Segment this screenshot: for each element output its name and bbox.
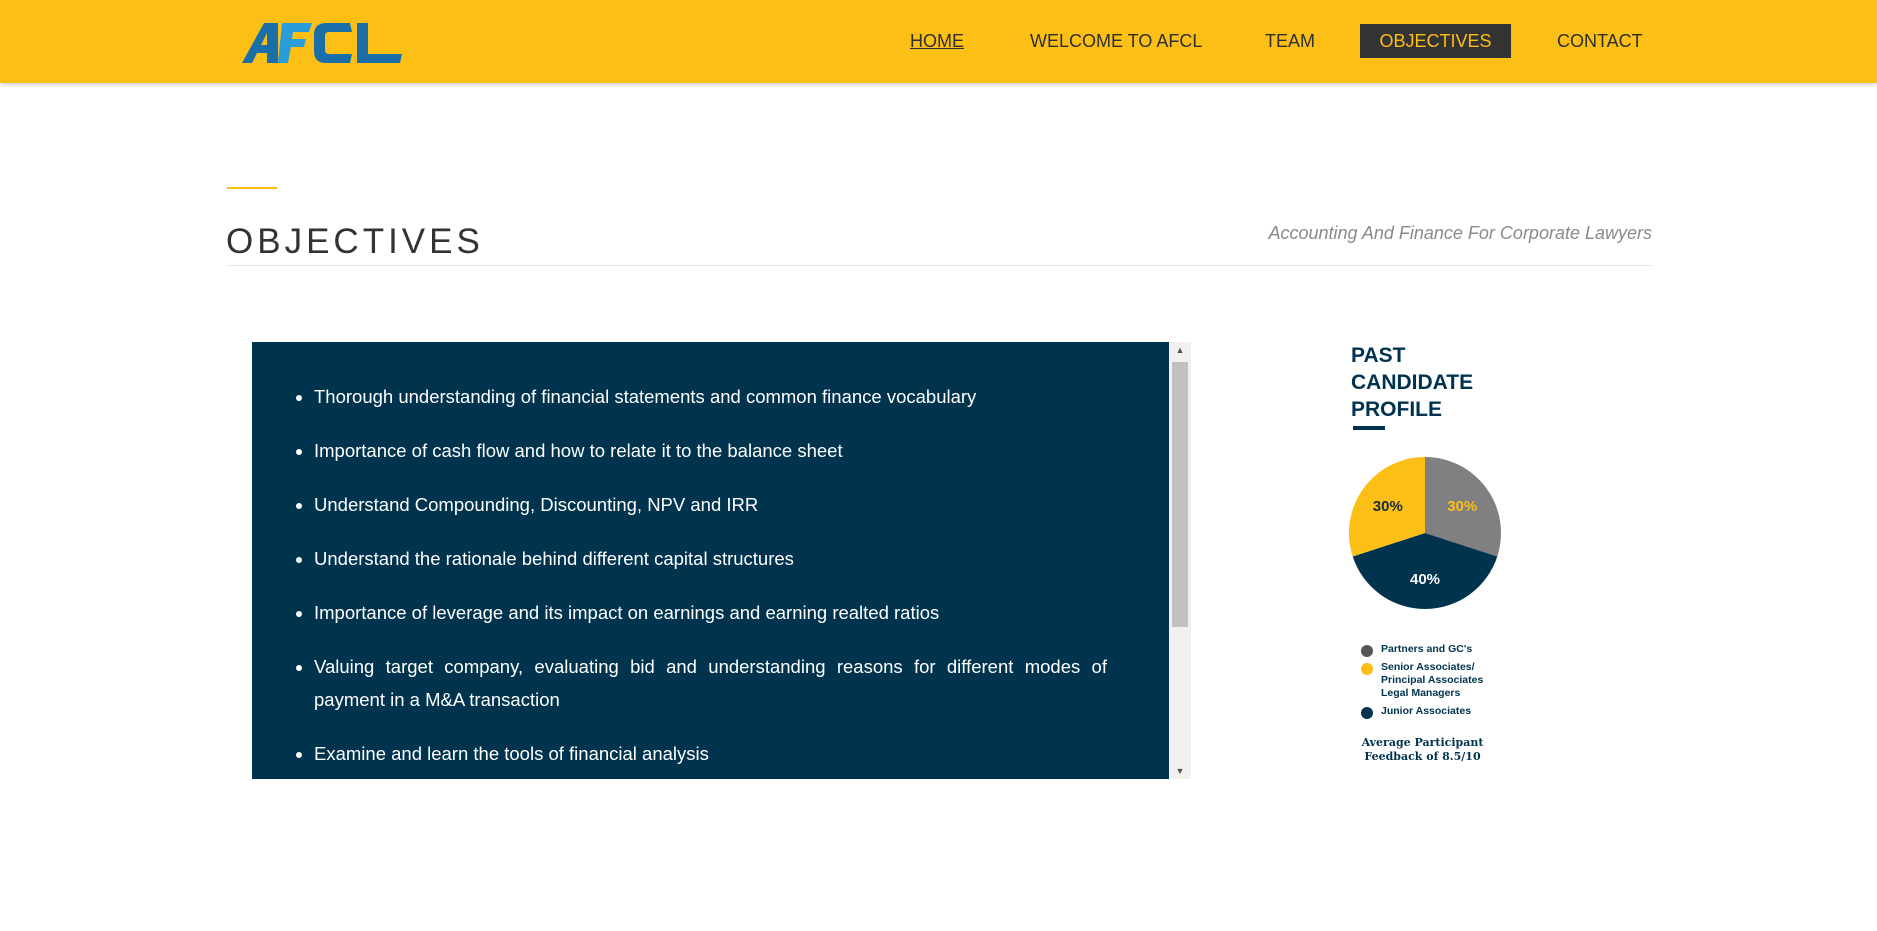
legend-item	[1361, 643, 1483, 656]
scroll-up-arrow-icon[interactable]: ▲	[1175, 345, 1185, 355]
objective-item: • Understand the rationale behind different capital structures	[314, 542, 1107, 575]
legend-label: Junior Associates	[1381, 705, 1472, 717]
objective-item: • Examine and learn the tools of financial analysis	[314, 737, 1107, 770]
scroll-thumb[interactable]	[1172, 362, 1188, 627]
objective-item: • Understand Compounding, Discounting, NPV and IRR	[314, 488, 1107, 521]
page-title: OBJECTIVES	[226, 222, 484, 261]
pie-slice-label: 30%	[1447, 497, 1478, 515]
legend-label: Legal Managers	[1381, 687, 1461, 699]
objectives-list	[252, 342, 1169, 770]
feedback-line: Average Participant	[1361, 736, 1484, 749]
afcl-logo[interactable]	[242, 20, 442, 66]
candidate-profile-graphic	[1340, 338, 1525, 778]
title-divider	[226, 265, 1652, 266]
objective-item: • Thorough understanding of financial statements and common finance vocabulary	[314, 380, 1107, 413]
nav-team[interactable]: TEAM	[1265, 31, 1316, 51]
nav-home[interactable]: HOME	[910, 31, 964, 51]
profile-title-underline	[1353, 426, 1385, 430]
scroll-down-arrow-icon[interactable]: ▼	[1175, 766, 1185, 776]
legend-dot-icon	[1361, 645, 1373, 657]
objective-item: • Importance of cash flow and how to relate it to the balance sheet	[314, 434, 1107, 467]
pie-slice-label: 30%	[1372, 497, 1403, 515]
profile-title	[1351, 342, 1473, 423]
feedback-note	[1345, 736, 1500, 764]
nav-objectives[interactable]: OBJECTIVES	[1360, 24, 1511, 58]
legend-dot-icon	[1361, 663, 1373, 675]
nav-contact[interactable]: CONTACT	[1557, 31, 1643, 51]
objectives-panel	[252, 342, 1169, 779]
legend-label: Senior Associates/	[1381, 661, 1475, 673]
objective-item: • Importance of leverage and its impact on earnings and earning realted ratios	[314, 596, 1107, 629]
legend-item	[1361, 705, 1483, 718]
profile-title-line: PAST	[1351, 344, 1406, 367]
page-tagline: Accounting And Finance For Corporate Lawyers	[1268, 223, 1652, 243]
legend-item	[1361, 661, 1483, 700]
svg-text:AFCL: AFCL	[242, 20, 245, 21]
objectives-scrollbar[interactable]	[1169, 342, 1191, 779]
candidate-pie-chart	[1347, 455, 1503, 611]
pie-legend	[1361, 643, 1483, 723]
legend-label: Principal Associates	[1381, 674, 1484, 686]
legend-dot-icon	[1361, 707, 1373, 719]
profile-title-line: PROFILE	[1351, 398, 1443, 421]
legend-label: Partners and GC's	[1381, 643, 1473, 655]
feedback-line: Feedback of 8.5/10	[1364, 750, 1481, 763]
site-header	[0, 0, 1877, 83]
nav-welcome[interactable]: WELCOME TO AFCL	[1030, 31, 1203, 51]
title-accent-line	[227, 187, 277, 189]
pie-slice-label: 40%	[1409, 571, 1441, 588]
profile-title-line: CANDIDATE	[1351, 371, 1474, 394]
objective-item: • Valuing target company, evaluating bid and understanding reasons for different modes of payment in a M&A transaction	[314, 650, 1107, 716]
